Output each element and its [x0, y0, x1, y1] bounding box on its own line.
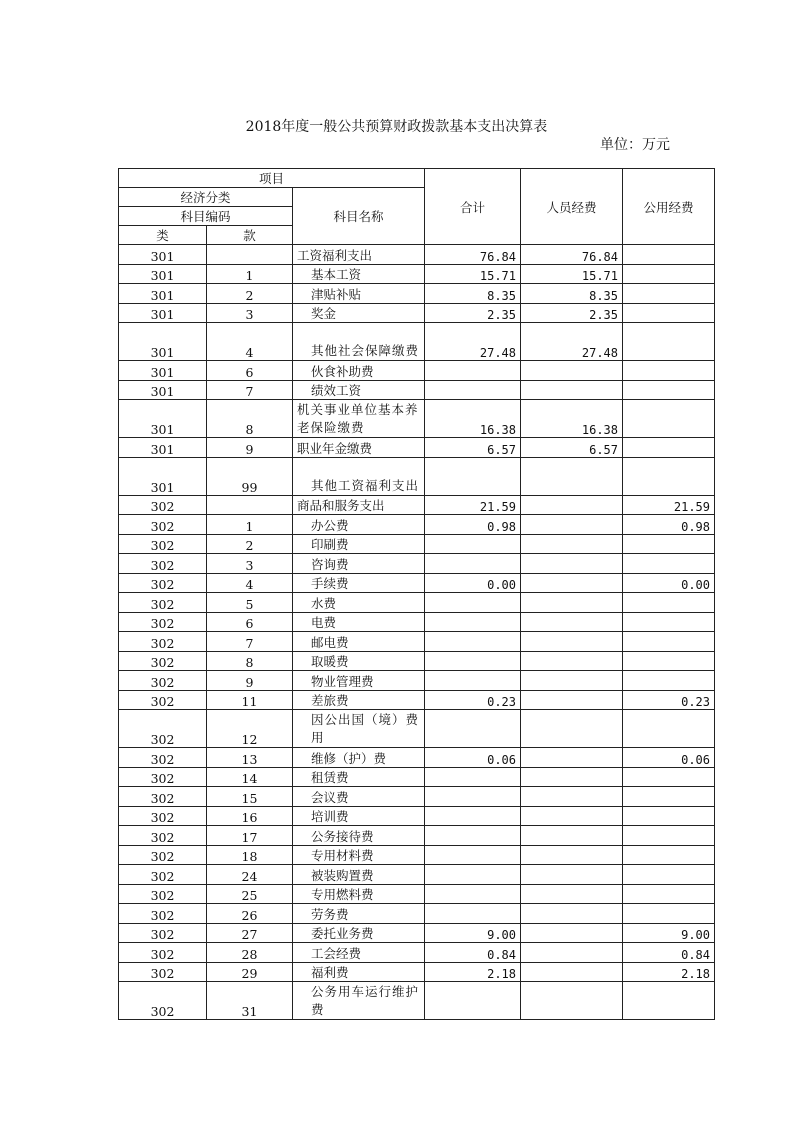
- cell-category: 301: [119, 245, 207, 265]
- table-row: [119, 904, 715, 924]
- cell-total: [425, 767, 521, 787]
- table-row: [119, 690, 715, 710]
- cell-public: 9.00: [623, 923, 715, 943]
- table-row: [119, 943, 715, 963]
- cell-section: 3: [207, 554, 293, 574]
- cell-public: 0.00: [623, 573, 715, 593]
- cell-public: [623, 323, 715, 361]
- cell-public: 0.06: [623, 748, 715, 768]
- table-row: [119, 826, 715, 846]
- table-row: [119, 323, 715, 361]
- cell-subject-name: 劳务费: [293, 904, 425, 924]
- cell-category: 302: [119, 962, 207, 982]
- table-body: [119, 169, 715, 1020]
- cell-personnel: 15.71: [521, 264, 623, 284]
- table-row: [119, 710, 715, 748]
- cell-personnel: [521, 671, 623, 691]
- cell-section: 27: [207, 923, 293, 943]
- cell-subject-name: 绩效工资: [293, 380, 425, 400]
- cell-personnel: [521, 573, 623, 593]
- cell-category: 302: [119, 826, 207, 846]
- cell-category: 301: [119, 264, 207, 284]
- cell-personnel: 16.38: [521, 400, 623, 438]
- cell-total: 0.98: [425, 515, 521, 535]
- cell-total: [425, 904, 521, 924]
- cell-personnel: [521, 457, 623, 495]
- cell-total: 0.23: [425, 690, 521, 710]
- cell-public: [623, 806, 715, 826]
- cell-category: 301: [119, 284, 207, 304]
- table-row: [119, 884, 715, 904]
- cell-total: [425, 361, 521, 381]
- table-row: [119, 651, 715, 671]
- cell-total: [425, 982, 521, 1020]
- cell-category: 302: [119, 943, 207, 963]
- cell-subject-name: 公务接待费: [293, 826, 425, 846]
- cell-public: [623, 593, 715, 613]
- cell-subject-name: 奖金: [293, 303, 425, 323]
- header-project: 项目: [119, 169, 425, 188]
- cell-category: 301: [119, 457, 207, 495]
- cell-public: [623, 554, 715, 574]
- table-row: [119, 806, 715, 826]
- cell-subject-name: 因公出国（境）费用: [293, 710, 425, 748]
- cell-section: 31: [207, 982, 293, 1020]
- cell-personnel: 8.35: [521, 284, 623, 304]
- cell-personnel: [521, 865, 623, 885]
- cell-subject-name: 基本工资: [293, 264, 425, 284]
- cell-public: [623, 787, 715, 807]
- cell-total: 2.35: [425, 303, 521, 323]
- cell-personnel: [521, 923, 623, 943]
- cell-public: [623, 245, 715, 265]
- cell-public: [623, 380, 715, 400]
- unit-label: 单位：万元: [600, 137, 670, 153]
- cell-category: 301: [119, 438, 207, 458]
- cell-total: [425, 457, 521, 495]
- cell-subject-name: 水费: [293, 593, 425, 613]
- table-row: [119, 400, 715, 438]
- cell-public: 2.18: [623, 962, 715, 982]
- cell-subject-name: 专用燃料费: [293, 884, 425, 904]
- cell-category: 302: [119, 690, 207, 710]
- cell-public: 0.98: [623, 515, 715, 535]
- table-row: [119, 264, 715, 284]
- expenditure-table: [118, 168, 715, 1020]
- table-row: [119, 593, 715, 613]
- cell-section: [207, 495, 293, 515]
- cell-section: 9: [207, 438, 293, 458]
- cell-section: 24: [207, 865, 293, 885]
- cell-subject-name: 手续费: [293, 573, 425, 593]
- cell-personnel: [521, 361, 623, 381]
- cell-total: [425, 671, 521, 691]
- cell-section: 6: [207, 361, 293, 381]
- cell-public: [623, 767, 715, 787]
- table-row: [119, 245, 715, 265]
- cell-section: 7: [207, 380, 293, 400]
- cell-subject-name: 差旅费: [293, 690, 425, 710]
- cell-personnel: [521, 806, 623, 826]
- cell-public: 21.59: [623, 495, 715, 515]
- cell-subject-name: 会议费: [293, 787, 425, 807]
- cell-personnel: [521, 632, 623, 652]
- cell-section: 16: [207, 806, 293, 826]
- cell-subject-name: 培训费: [293, 806, 425, 826]
- cell-total: 9.00: [425, 923, 521, 943]
- cell-total: [425, 806, 521, 826]
- table-row: [119, 534, 715, 554]
- cell-public: [623, 865, 715, 885]
- cell-category: 301: [119, 400, 207, 438]
- cell-personnel: [521, 787, 623, 807]
- table-row: [119, 845, 715, 865]
- header-total: 合计: [425, 169, 521, 245]
- cell-section: 25: [207, 884, 293, 904]
- cell-total: [425, 593, 521, 613]
- cell-subject-name: 伙食补助费: [293, 361, 425, 381]
- cell-public: 0.84: [623, 943, 715, 963]
- cell-public: [623, 632, 715, 652]
- cell-total: [425, 632, 521, 652]
- cell-personnel: 2.35: [521, 303, 623, 323]
- cell-subject-name: 物业管理费: [293, 671, 425, 691]
- table-row: [119, 632, 715, 652]
- cell-section: 11: [207, 690, 293, 710]
- cell-section: 29: [207, 962, 293, 982]
- cell-total: 76.84: [425, 245, 521, 265]
- cell-total: [425, 865, 521, 885]
- cell-personnel: [521, 962, 623, 982]
- table-row: [119, 573, 715, 593]
- header-economic-class: 经济分类: [119, 188, 293, 207]
- cell-subject-name: 租赁费: [293, 767, 425, 787]
- cell-personnel: [521, 982, 623, 1020]
- cell-total: 2.18: [425, 962, 521, 982]
- table-row: [119, 612, 715, 632]
- cell-personnel: [521, 554, 623, 574]
- cell-category: 302: [119, 865, 207, 885]
- cell-total: [425, 380, 521, 400]
- cell-section: 4: [207, 573, 293, 593]
- table-row: [119, 787, 715, 807]
- cell-subject-name: 咨询费: [293, 554, 425, 574]
- cell-personnel: [521, 515, 623, 535]
- header-subject-code: 科目编码: [119, 207, 293, 226]
- cell-section: 1: [207, 515, 293, 535]
- cell-personnel: 76.84: [521, 245, 623, 265]
- cell-category: 302: [119, 651, 207, 671]
- cell-section: 5: [207, 593, 293, 613]
- cell-section: 8: [207, 651, 293, 671]
- cell-section: 28: [207, 943, 293, 963]
- cell-section: 26: [207, 904, 293, 924]
- cell-section: 3: [207, 303, 293, 323]
- cell-category: 302: [119, 845, 207, 865]
- cell-section: 8: [207, 400, 293, 438]
- cell-personnel: [521, 826, 623, 846]
- cell-total: [425, 554, 521, 574]
- cell-category: 301: [119, 380, 207, 400]
- header-category: 类: [119, 226, 207, 245]
- table-row: [119, 962, 715, 982]
- cell-section: 6: [207, 612, 293, 632]
- cell-section: 12: [207, 710, 293, 748]
- cell-subject-name: 专用材料费: [293, 845, 425, 865]
- cell-public: [623, 264, 715, 284]
- table-row: [119, 284, 715, 304]
- cell-section: 2: [207, 284, 293, 304]
- cell-personnel: [521, 495, 623, 515]
- page-title: 2018年度一般公共预算财政拨款基本支出决算表: [245, 119, 548, 135]
- cell-public: [623, 457, 715, 495]
- table-row: [119, 380, 715, 400]
- cell-personnel: [521, 884, 623, 904]
- table-row: [119, 515, 715, 535]
- cell-category: 302: [119, 671, 207, 691]
- cell-total: [425, 651, 521, 671]
- cell-category: 302: [119, 632, 207, 652]
- cell-category: 302: [119, 573, 207, 593]
- cell-total: [425, 884, 521, 904]
- cell-personnel: 27.48: [521, 323, 623, 361]
- cell-category: 302: [119, 495, 207, 515]
- cell-category: 302: [119, 593, 207, 613]
- cell-total: 27.48: [425, 323, 521, 361]
- table-row: [119, 982, 715, 1020]
- cell-personnel: [521, 943, 623, 963]
- cell-public: 0.23: [623, 690, 715, 710]
- cell-public: [623, 710, 715, 748]
- cell-section: 4: [207, 323, 293, 361]
- cell-subject-name: 印刷费: [293, 534, 425, 554]
- header-personnel: 人员经费: [521, 169, 623, 245]
- cell-section: 1: [207, 264, 293, 284]
- cell-category: 302: [119, 515, 207, 535]
- cell-category: 302: [119, 748, 207, 768]
- header-section: 款: [207, 226, 293, 245]
- cell-total: [425, 710, 521, 748]
- cell-section: 7: [207, 632, 293, 652]
- header-row: [119, 169, 715, 188]
- cell-section: 2: [207, 534, 293, 554]
- cell-category: 302: [119, 982, 207, 1020]
- header-subject-name: 科目名称: [293, 188, 425, 245]
- cell-total: 16.38: [425, 400, 521, 438]
- cell-total: 6.57: [425, 438, 521, 458]
- cell-section: 13: [207, 748, 293, 768]
- cell-total: 8.35: [425, 284, 521, 304]
- cell-category: 301: [119, 303, 207, 323]
- cell-public: [623, 982, 715, 1020]
- cell-personnel: [521, 534, 623, 554]
- cell-personnel: 6.57: [521, 438, 623, 458]
- cell-subject-name: 公务用车运行维护费: [293, 982, 425, 1020]
- cell-section: 14: [207, 767, 293, 787]
- cell-total: [425, 845, 521, 865]
- cell-personnel: [521, 748, 623, 768]
- cell-personnel: [521, 710, 623, 748]
- cell-public: [623, 651, 715, 671]
- cell-subject-name: 其他工资福利支出: [293, 457, 425, 495]
- cell-subject-name: 商品和服务支出: [293, 495, 425, 515]
- cell-subject-name: 福利费: [293, 962, 425, 982]
- cell-subject-name: 工会经费: [293, 943, 425, 963]
- cell-public: [623, 671, 715, 691]
- cell-category: 302: [119, 806, 207, 826]
- cell-personnel: [521, 904, 623, 924]
- table-row: [119, 748, 715, 768]
- table-row: [119, 438, 715, 458]
- table-row: [119, 671, 715, 691]
- cell-subject-name: 邮电费: [293, 632, 425, 652]
- cell-subject-name: 工资福利支出: [293, 245, 425, 265]
- cell-section: 15: [207, 787, 293, 807]
- cell-category: 302: [119, 534, 207, 554]
- cell-public: [623, 303, 715, 323]
- cell-subject-name: 取暖费: [293, 651, 425, 671]
- cell-total: [425, 787, 521, 807]
- table-row: [119, 303, 715, 323]
- cell-total: [425, 612, 521, 632]
- cell-subject-name: 电费: [293, 612, 425, 632]
- cell-section: 99: [207, 457, 293, 495]
- cell-public: [623, 826, 715, 846]
- cell-category: 302: [119, 767, 207, 787]
- cell-category: 302: [119, 904, 207, 924]
- cell-section: [207, 245, 293, 265]
- cell-public: [623, 284, 715, 304]
- cell-category: 302: [119, 710, 207, 748]
- cell-public: [623, 612, 715, 632]
- cell-public: [623, 845, 715, 865]
- table-row: [119, 457, 715, 495]
- cell-public: [623, 361, 715, 381]
- cell-personnel: [521, 593, 623, 613]
- table-row: [119, 767, 715, 787]
- cell-subject-name: 津贴补贴: [293, 284, 425, 304]
- cell-section: 18: [207, 845, 293, 865]
- cell-category: 302: [119, 787, 207, 807]
- header-public: 公用经费: [623, 169, 715, 245]
- cell-category: 302: [119, 612, 207, 632]
- cell-section: 17: [207, 826, 293, 846]
- cell-total: [425, 534, 521, 554]
- cell-total: 21.59: [425, 495, 521, 515]
- cell-total: 15.71: [425, 264, 521, 284]
- cell-subject-name: 其他社会保障缴费: [293, 323, 425, 361]
- cell-subject-name: 机关事业单位基本养老保险缴费: [293, 400, 425, 438]
- cell-personnel: [521, 690, 623, 710]
- table-row: [119, 923, 715, 943]
- cell-personnel: [521, 612, 623, 632]
- cell-public: [623, 884, 715, 904]
- cell-category: 301: [119, 361, 207, 381]
- cell-total: 0.84: [425, 943, 521, 963]
- cell-category: 302: [119, 884, 207, 904]
- cell-total: 0.00: [425, 573, 521, 593]
- table-row: [119, 865, 715, 885]
- cell-total: 0.06: [425, 748, 521, 768]
- table-row: [119, 554, 715, 574]
- cell-personnel: [521, 845, 623, 865]
- cell-public: [623, 534, 715, 554]
- cell-subject-name: 职业年金缴费: [293, 438, 425, 458]
- table-row: [119, 361, 715, 381]
- cell-personnel: [521, 380, 623, 400]
- cell-public: [623, 438, 715, 458]
- cell-category: 302: [119, 923, 207, 943]
- cell-category: 301: [119, 323, 207, 361]
- cell-section: 9: [207, 671, 293, 691]
- cell-personnel: [521, 767, 623, 787]
- table-row: [119, 495, 715, 515]
- cell-subject-name: 办公费: [293, 515, 425, 535]
- cell-public: [623, 400, 715, 438]
- cell-total: [425, 826, 521, 846]
- cell-category: 302: [119, 554, 207, 574]
- cell-personnel: [521, 651, 623, 671]
- cell-subject-name: 被装购置费: [293, 865, 425, 885]
- cell-subject-name: 维修（护）费: [293, 748, 425, 768]
- cell-subject-name: 委托业务费: [293, 923, 425, 943]
- cell-public: [623, 904, 715, 924]
